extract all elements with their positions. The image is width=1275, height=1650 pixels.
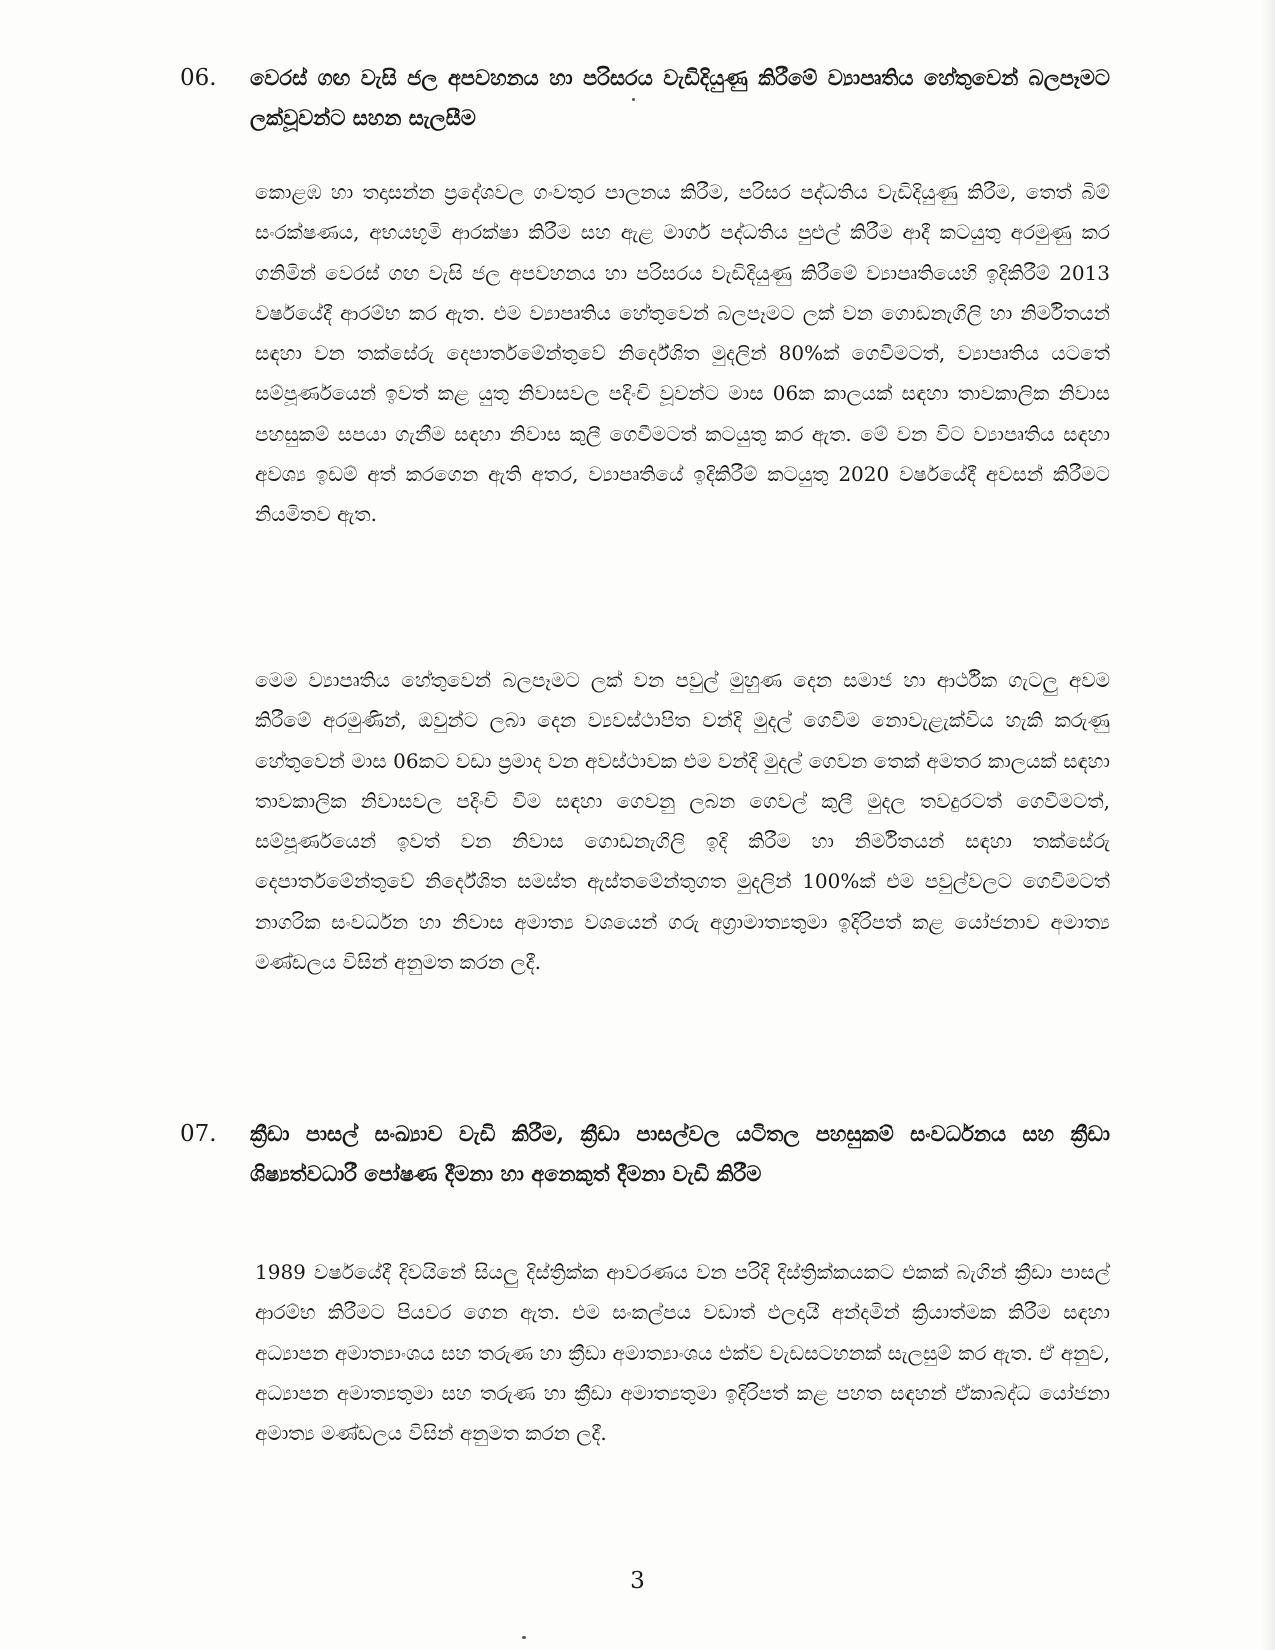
section-06-paragraph-1: කොළඹ හා තදාසන්න ප්‍රදේශවල ගංවතුර පාලනය කිරීම, පරිසර පද්ධතිය වැඩිදියුණු කිරීම, තෙත් බිම් සංරක්ෂණය, අභයභූමි ආරක්ෂා කිරීම සහ ඇළ මාර්ග පද්ධතිය පුළුල් කිරීම ආදී කටයුතු අරමුණු කර ගනිමින් වෙරස් ගඟ වැසි ජල අපවහනය හා පරිසරය වැඩිදියුණු කිරීමේ ව්‍යාපෘතියෙහි ඉදිකිරීම් 2013 වර්ෂයේදී ආරම්භ කර ඇත. එම ව්‍යාපෘතිය හේතුවෙන් බලපෑමට ලක් වන ගොඩනැගිලි හා නිර්මිතයන් සඳහා වන තක්සේරු දෙපාර්තමේන්තුවේ නිර්දේශිත මුදලින් 80%ක් ගෙවීමටත්, ව්‍යාපෘතිය යටතේ සම්පූර්ණයෙන් ඉවත් කළ යුතු නිවාසවල පදිංචි වූවන්ට මාස 06ක කාලයක් සඳහා තාවකාලික නිවාස පහසුකම් සපයා ගැනීම සඳහා නිවාස කුලී ගෙවීමටත් කටයුතු කර ඇත. මේ වන විට ව්‍යාපෘතිය සඳහා අවශ්‍ය ඉඩම් අත් කරගෙන ඇති අතර, ව්‍යාපෘතියේ ඉදිකිරීම් කටයුතු 2020 වර්ෂයේදී අවසන් කිරීමට නියමිතව ඇත. [255, 180, 1110, 527]
section-06-paragraph-2: මෙම ව්‍යාපෘතිය හේතුවෙන් බලපෑමට ලක් වන පවුල් මුහුණ දෙන සමාජ හා ආර්ථික ගැටලු අවම කිරීමේ අරමුණින්, ඔවුන්ට ලබා දෙන ව්‍යවස්ථාපිත වන්දි මුදල් ගෙවීම නොවැළැක්විය හැකි කරුණු හේතුවෙන් මාස 06කට වඩා ප්‍රමාද වන අවස්ථාවක එම වන්දි මුදල් ගෙවන තෙක් අමතර කාලයක් සඳහා තාවකාලික නිවාසවල පදිංචි වීම සඳහා ගෙවනු ලබන ගෙවල් කුලී මුදල තවදුරටත් ගෙවීමටත්, සම්පූර්ණයෙන් ඉවත් වන නිවාස ගොඩනැගිලි ඉදි කිරීම හා නිර්මිතයන් සඳහා තක්සේරු දෙපාර්තමේන්තුවේ නිර්දේශිත සමස්ත ඇස්තමේන්තුගත මුදලින් 100%ක් එම පවුල්වලට ගෙවීමටත් නාගරික සංවර්ධන හා නිවාස අමාත්‍ය වශයෙන් ගරු අග්‍රාමාත්‍යතුමා ඉදිරිපත් කළ යෝජනාව අමාත්‍ය මණ්ඩලය විසින් අනුමත කරන ලදී. [255, 668, 1110, 975]
scan-speck [632, 98, 635, 101]
scan-speck [522, 1636, 526, 1639]
page-number: 3 [630, 1568, 645, 1594]
section-number: 06. [180, 65, 217, 91]
section-number: 07. [180, 1121, 217, 1147]
section-title: ක්‍රීඩා පාසල් සංඛ්‍යාව වැඩි කිරීම, ක්‍රීඩා පාසල්වල යටිතල පහසුකම් සංවර්ධනය සහ ක්‍රීඩා ශිෂ්‍යත්වධාරී පෝෂණ දීමනා හා අනෙකුත් දීමනා වැඩි කිරීම [250, 1121, 1110, 1186]
section-title: වෙරස් ගඟ වැසි ජල අපවහනය හා පරිසරය වැඩිදියුණු කිරීමේ ව්‍යාපෘතිය හේතුවෙන් බලපෑමට ලක්වූවන්ට සහන සැලසීම [250, 65, 1110, 130]
section-07-paragraph-1: 1989 වර්ෂයේදී දිවයිනේ සියලු දිස්ත්‍රික්ක ආවරණය වන පරිදි දිස්ත්‍රික්කයකට එකක් බැගින් ක්‍රීඩා පාසල් ආරම්භ කිරීමට පියවර ගෙන ඇත. එම සංකල්පය වඩාත් ඵලදායී අන්දමින් ක්‍රියාත්මක කිරීම සඳහා අධ්‍යාපන අමාත්‍යාංශය සහ තරුණ හා ක්‍රීඩා අමාත්‍යාංශය එක්ව වැඩසටහනක් සැලසුම් කර ඇත. ඒ අනුව, අධ්‍යාපන අමාත්‍යතුමා සහ තරුණ හා ක්‍රීඩා අමාත්‍යතුමා ඉදිරිපත් කළ පහත සඳහන් ඒකාබද්ධ යෝජනා අමාත්‍ය මණ්ඩලය විසින් අනුමත කරන ලදී. [255, 1260, 1110, 1446]
